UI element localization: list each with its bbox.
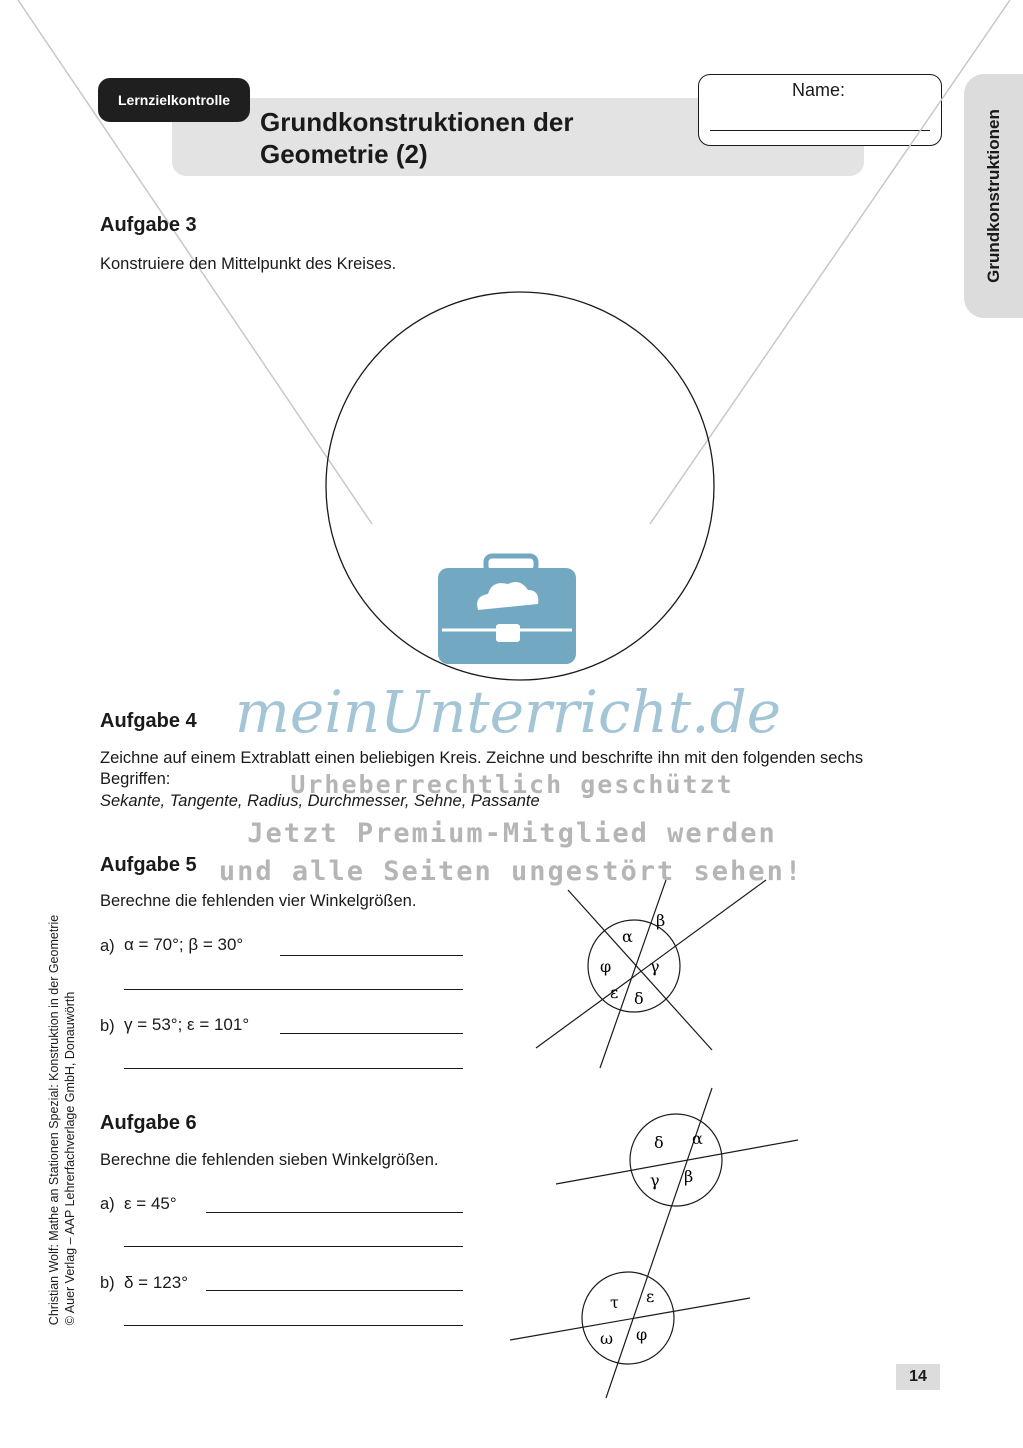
copyright-credit (46, 915, 78, 1325)
task6-heading: Aufgabe 6 (100, 1112, 197, 1134)
task5-phi: φ (600, 957, 612, 976)
watermark-line-1: Urheberrechtlich geschützt (290, 770, 734, 799)
task5-epsilon: ε (610, 983, 619, 1002)
task6-a-answer-line-1[interactable] (206, 1212, 463, 1213)
task6-b-answer-line-2[interactable] (124, 1325, 463, 1326)
task5-a-answer-line-1[interactable] (280, 955, 463, 956)
task5-a-label: a) (100, 937, 115, 955)
task6-b-label: b) (100, 1274, 115, 1292)
task5-b-label: b) (100, 1017, 115, 1035)
task5-b-answer-line-1[interactable] (280, 1033, 463, 1034)
task5-b-answer-line-2[interactable] (124, 1068, 463, 1069)
task6-alpha: α (692, 1129, 703, 1148)
task6-b-given: δ = 123° (124, 1273, 188, 1292)
task4-heading: Aufgabe 4 (100, 710, 197, 732)
name-label: Name: (792, 80, 846, 100)
task6-a-answer-line-2[interactable] (124, 1246, 463, 1247)
task5-angle-diagram (536, 880, 766, 1068)
title-line-2: Geometrie (2) (260, 139, 428, 169)
task6-parallel-lower (510, 1298, 750, 1340)
task6-parallel-upper (556, 1140, 798, 1184)
briefcase-icon (438, 556, 576, 664)
lernzielkontrolle-badge: Lernzielkontrolle (98, 78, 250, 122)
title-line-1: Grundkonstruktionen der (260, 107, 574, 137)
task5-a-given: α = 70°; β = 30° (124, 935, 244, 954)
task4-terms: Sekante, Tangente, Radius, Durchmesser, Sehne, Passante (100, 792, 540, 810)
task5-alpha: α (622, 927, 633, 946)
watermark-logo: meinUnterricht.de (234, 678, 782, 746)
watermark-line-3: und alle Seiten ungestört sehen! (218, 856, 804, 887)
task6-text: Berechne die fehlenden sieben Winkelgrößen. (100, 1151, 439, 1169)
side-tab-label: Grundkonstruktionen (984, 109, 1003, 283)
credit-line-2: © Auer Verlag – AAP Lehrerfachverlage GmbH, Donauwörth (63, 991, 77, 1326)
task6-epsilon: ε (646, 1287, 655, 1306)
watermark-diagonal-right (650, 0, 1010, 524)
task6-gamma: γ (650, 1171, 660, 1190)
task6-tau: τ (610, 1293, 619, 1312)
task6-delta: δ (654, 1133, 664, 1152)
task6-omega: ω (600, 1329, 614, 1348)
task4-text: Zeichne auf einem Extrablatt einen beliebigen Kreis. Zeichne und beschrifte ihn mit den folgenden sechs Begriffen: (100, 749, 864, 788)
task6-beta: β (684, 1167, 694, 1186)
task6-lower-circle (582, 1272, 674, 1364)
credit-line-1: Christian Wolf: Mathe an Stationen Spezial: Konstruktion in der Geometrie (47, 914, 61, 1326)
task6-a-label: a) (100, 1195, 115, 1213)
page-number: 14 (896, 1364, 940, 1390)
task5-delta: δ (634, 989, 644, 1008)
task5-a-answer-line-2[interactable] (124, 989, 463, 990)
task6-phi: φ (636, 1325, 648, 1344)
task3-text: Konstruiere den Mittelpunkt des Kreises. (100, 255, 397, 273)
task6-a-given: ε = 45° (124, 1194, 177, 1213)
watermark-line-2: Jetzt Premium-Mitglied werden (247, 818, 777, 849)
task6-angle-diagram (510, 1088, 798, 1398)
task5-beta: β (656, 911, 666, 930)
task5-heading: Aufgabe 5 (100, 854, 197, 876)
task3-heading: Aufgabe 3 (100, 214, 197, 236)
task5-b-given: γ = 53°; ε = 101° (124, 1015, 250, 1034)
task6-b-answer-line-1[interactable] (206, 1290, 463, 1291)
task5-text: Berechne die fehlenden vier Winkelgrößen. (100, 892, 417, 910)
task5-gamma: γ (650, 957, 660, 976)
task5-line-2 (568, 890, 712, 1050)
